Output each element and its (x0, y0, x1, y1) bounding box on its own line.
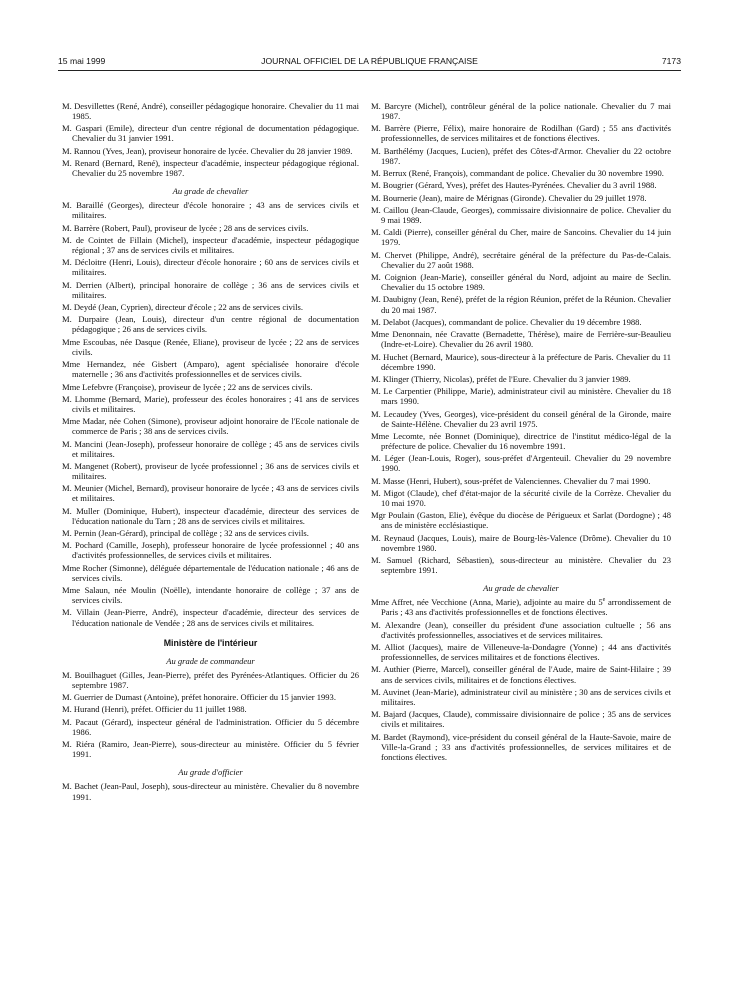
list-item: Mme Salaun, née Moulin (Noëlle), intendante honoraire de collège ; 37 ans de services civils. (62, 585, 359, 606)
list-item: M. Berrux (René, François), commandant de police. Chevalier du 30 novembre 1990. (371, 168, 664, 179)
list-item: M. Décloitre (Henri, Louis), directeur d'école honoraire ; 60 ans de services civils et militaires. (62, 257, 359, 278)
list-item: M. Lecaudey (Yves, Georges), vice-président du conseil général de la Gironde, maire de Sainte-Hélène. Chevalier du 23 avril 1975. (371, 408, 671, 429)
list-item: M. de Cointet de Fillain (Michel), inspecteur d'académie, inspecteur pédagogique régional ; 37 ans de services civils et militaires. (62, 234, 359, 256)
affret-text-start: Mme Affret, née Vecchione (Anna, Marie), adjointe au maire du 5 (371, 597, 603, 608)
list-item: M. Lhomme (Bernard, Marie), professeur des écoles honoraires ; 41 ans de services civils et militaires. (62, 393, 359, 414)
list-item: M. Derrien (Albert), principal honoraire de collège ; 36 ans de services civils et militaires. (62, 279, 359, 300)
right-list-a (371, 101, 671, 575)
left-list-d (62, 781, 359, 801)
list-item: M. Pacaut (Gérard), inspecteur général de l'administration. Officier du 5 décembre 1986. (62, 716, 359, 737)
list-item: M. Authier (Pierre, Marcel), conseiller général de l'Aude, maire de Saint-Hilaire ; 39 ans de services civils, militaires et de fonctions électives. (371, 664, 671, 685)
list-item: M. Rannou (Yves, Jean), proviseur honoraire de lycée. Chevalier du 28 janvier 1989. (62, 145, 353, 156)
right-column (371, 101, 671, 764)
list-item (371, 597, 671, 617)
list-item: M. Mancini (Jean-Joseph), professeur honoraire de collège ; 45 ans de services civils et militaires. (62, 438, 359, 459)
list-item: Mme Lefebvre (Françoise), proviseur de lycée ; 22 ans de services civils. (62, 381, 313, 392)
list-item: M. Barrère (Robert, Paul), proviseur de lycée ; 28 ans de services civils. (62, 222, 309, 233)
list-item: M. Barcyre (Michel), contrôleur général de la police nationale. Chevalier du 7 mai 1987. (371, 101, 671, 122)
grade-heading-officier: Au grade d'officier (178, 767, 243, 778)
page-header (58, 56, 681, 70)
page-number: 7173 (661, 56, 681, 66)
list-item: M. Muller (Dominique, Hubert), inspecteur d'académie, directeur des services de l'éducation nationale du Tarn ; 28 ans de services civils et militaires. (62, 505, 359, 526)
list-item: M. Gaspari (Emile), directeur d'un centre régional de documentation pédagogique. Chevalier du 31 janvier 1991. (62, 123, 359, 144)
list-item: M. Caillou (Jean-Claude, Georges), commissaire divisionnaire de police. Chevalier du 9 mai 1989. (371, 204, 671, 226)
list-item: M. Delabot (Jacques), commandant de police. Chevalier du 19 décembre 1988. (371, 316, 642, 327)
list-item: Mme Denonnain, née Cravatte (Bernadette, Thérèse), maire de Ferrière-sur-Beaulieu (Indre-et-Loire). Chevalier du 26 avril 1980. (371, 329, 671, 350)
list-item: M. Alliot (Jacques), maire de Villeneuve-la-Dondagre (Yonne) ; 44 ans d'activités professionnelles, de services militaires et de fonctions électives. (371, 642, 671, 663)
list-item: Mme Rocher (Simonne), déléguée départementale de l'éducation nationale ; 46 ans de services civils. (62, 562, 359, 583)
list-item: M. Renard (Bernard, René), inspecteur d'académie, inspecteur pédagogique régional. Chevalier du 25 novembre 1987. (62, 158, 359, 179)
list-item: Mme Lecomte, née Bonnet (Dominique), directrice de l'institut médico-légal de la préfecture de police. Chevalier du 16 novembre 1991. (371, 430, 671, 451)
left-list-c (62, 670, 359, 760)
list-item: M. Reynaud (Jacques, Louis), maire de Bourg-lès-Valence (Drôme). Chevalier du 10 novembre 1980. (371, 532, 671, 553)
list-item: Mgr Poulain (Gaston, Elie), évêque du diocèse de Périgueux et Sarlat (Dordogne) ; 48 ans de ministère ecclésiastique. (371, 510, 671, 531)
list-item: M. Caldi (Pierre), conseiller général du Cher, maire de Sancoins. Chevalier du 14 juin 1979. (371, 227, 671, 248)
list-item: M. Durpaire (Jean, Louis), directeur d'un centre régional de documentation pédagogique ; 26 ans de services civils. (62, 314, 359, 335)
left-list-b (62, 200, 359, 627)
list-item: M. Bouilhaguet (Gilles, Jean-Pierre), préfet des Pyrénées-Atlantiques. Officier du 26 septembre 1987. (62, 669, 359, 690)
list-item: M. Masse (Henri, Hubert), sous-préfet de Valenciennes. Chevalier du 7 mai 1990. (371, 475, 651, 486)
list-item: M. Hurand (Henri), préfet. Officier du 11 juillet 1988. (62, 704, 247, 715)
list-item: Mme Hernandez, née Gisbert (Amparo), agent spécialisée honoraire d'école maternelle ; 36 ans d'activités professionnelles et de services civils. (62, 359, 359, 380)
list-item: M. Villain (Jean-Pierre, André), inspecteur d'académie, directeur des services de l'éducation nationale de Vendée ; 28 ans de services civils et militaires. (62, 607, 359, 628)
list-item: M. Samuel (Richard, Sébastien), sous-directeur au ministère. Chevalier du 23 septembre 1991. (371, 555, 671, 576)
left-column (62, 101, 359, 804)
grade-heading-chevalier-2: Au grade de chevalier (483, 583, 559, 594)
list-item: M. Bougrier (Gérard, Yves), préfet des Hautes-Pyrénées. Chevalier du 3 avril 1988. (371, 180, 657, 191)
list-item: M. Bajard (Jacques, Claude), commissaire divisionnaire de police ; 35 ans de services civils et militaires. (371, 709, 671, 730)
ministry-heading: Ministère de l'intérieur (163, 637, 258, 648)
list-item: M. Bachet (Jean-Paul, Joseph), sous-directeur au ministère. Chevalier du 8 novembre 1991. (62, 781, 359, 802)
list-item: M. Mangenet (Robert), proviseur de lycée professionnel ; 36 ans de services civils et militaires. (62, 460, 359, 481)
header-rule (58, 70, 681, 71)
list-item: M. Desvillettes (René, André), conseiller pédagogique honoraire. Chevalier du 11 mai 1985. (62, 101, 359, 122)
list-item: M. Bournerie (Jean), maire de Mérignas (Gironde). Chevalier du 29 juillet 1978. (371, 192, 647, 203)
right-list-b (371, 620, 671, 762)
list-item: M. Guerrier de Dumast (Antoine), préfet honoraire. Officier du 15 janvier 1993. (62, 692, 336, 703)
list-item: Mme Escoubas, née Dasque (Renée, Eliane), proviseur de lycée ; 22 ans de services civils. (62, 336, 359, 357)
affret-text-end: arrondissement de Paris ; 43 ans d'activités professionnelles et de fonctions électives. (381, 597, 672, 618)
left-list-a (62, 101, 359, 178)
list-item: M. Huchet (Bernard, Maurice), sous-directeur à la préfecture de Paris. Chevalier du 11 décembre 1990. (371, 351, 671, 372)
list-item: M. Alexandre (Jean), conseiller du président d'une association cultuelle ; 56 ans d'activités professionnelles, associatives et de services militaires. (371, 619, 671, 640)
grade-heading-commandeur: Au grade de commandeur (166, 655, 255, 666)
list-item: M. Léger (Jean-Louis, Roger), sous-préfet d'Argenteuil. Chevalier du 29 novembre 1990. (371, 453, 671, 474)
list-item: M. Pochard (Camille, Joseph), professeur honoraire de lycée professionnel ; 40 ans d'activités professionnelles, de services civils et militaires. (62, 540, 359, 561)
list-item: M. Barrère (Pierre, Félix), maire honoraire de Rodilhan (Gard) ; 55 ans d'activités professionnelles, de services militaires et de fonctions électives. (371, 123, 671, 144)
list-item: M. Riéra (Ramiro, Jean-Pierre), sous-directeur au ministère. Officier du 5 février 1991. (62, 739, 359, 760)
list-item: M. Pernin (Jean-Gérard), principal de collège ; 32 ans de services civils. (62, 528, 309, 539)
list-item: M. Barthélémy (Jacques, Lucien), préfet des Côtes-d'Armor. Chevalier du 22 octobre 1987. (371, 145, 671, 166)
journal-title: JOURNAL OFFICIEL DE LA RÉPUBLIQUE FRANÇAISE (261, 56, 478, 66)
list-item: M. Meunier (Michel, Bernard), proviseur honoraire de lycée ; 43 ans de services civils et militaires. (62, 483, 359, 504)
list-item: M. Chervet (Philippe, André), secrétaire général de la préfecture du Pas-de-Calais. Chevalier du 27 août 1988. (371, 249, 671, 270)
list-item: M. Klinger (Thierry, Nicolas), préfet de l'Eure. Chevalier du 3 janvier 1989. (371, 373, 631, 384)
list-item: M. Migot (Claude), chef d'état-major de la sécurité civile de la Corrèze. Chevalier du 10 mai 1970. (371, 487, 671, 509)
list-item: M. Auvinet (Jean-Marie), administrateur civil au ministère ; 30 ans de services civils et militaires. (371, 686, 671, 707)
list-item: Mme Madar, née Cohen (Simone), proviseur adjoint honoraire de l'Ecole nationale de commerce de Paris ; 38 ans de services civils. (62, 416, 359, 437)
superscript-e: e (602, 597, 606, 604)
list-item: M. Baraillé (Georges), directeur d'école honoraire ; 43 ans de services civils et militaires. (62, 200, 359, 221)
list-item: M. Coignion (Jean-Marie), conseiller général du Nord, adjoint au maire de Seclin. Chevalier du 15 octobre 1989. (371, 272, 671, 293)
list-item: M. Le Carpentier (Philippe, Marie), administrateur civil au ministère. Chevalier du 18 mars 1990. (371, 386, 671, 407)
issue-date: 15 mai 1999 (58, 56, 106, 66)
list-item: M. Bardet (Raymond), vice-président du conseil général de la Haute-Savoie, maire de Ville-la-Grand ; 33 ans d'activités professionnelles, de services militaires et de fonctions électives. (371, 731, 671, 762)
list-item: M. Daubigny (Jean, René), préfet de la région Réunion, préfet de la Réunion. Chevalier du 20 mai 1987. (371, 294, 671, 315)
list-item: M. Deydé (Jean, Cyprien), directeur d'école ; 22 ans de services civils. (62, 302, 304, 313)
grade-heading-chevalier: Au grade de chevalier (172, 186, 249, 197)
